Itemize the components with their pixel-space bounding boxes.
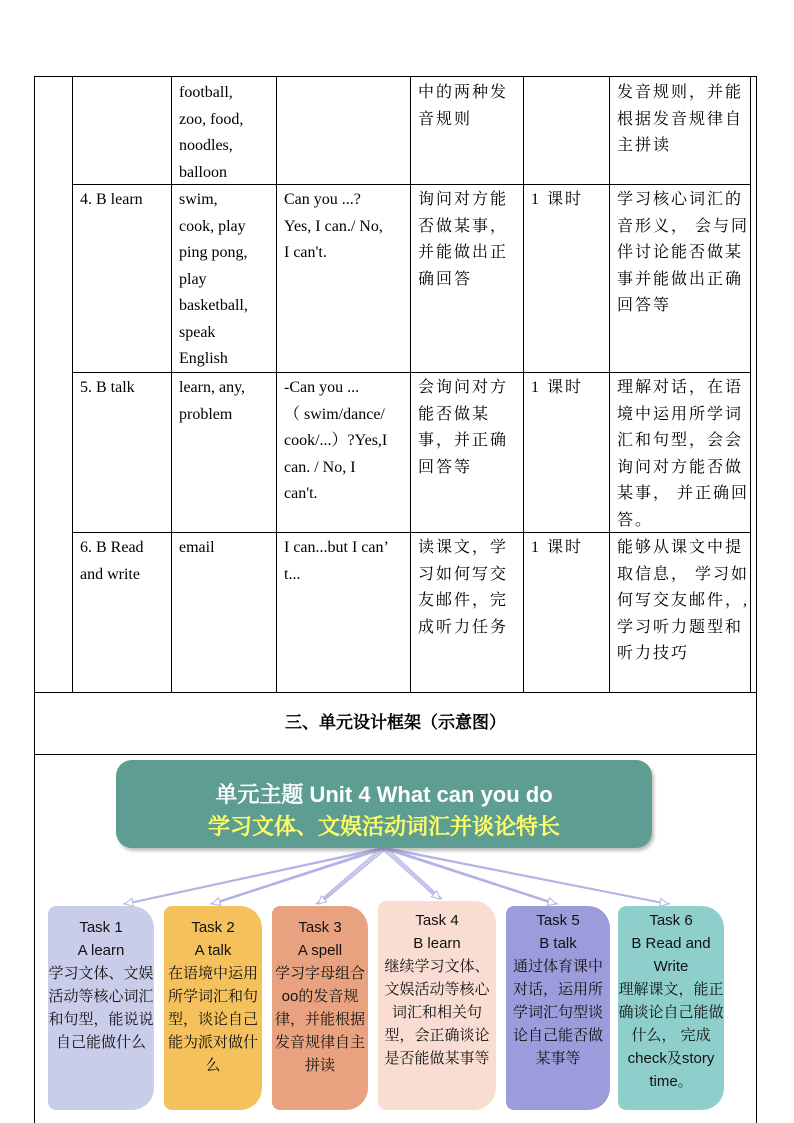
task-name: B talk bbox=[539, 935, 577, 952]
task-description: 学习文体、文娱活动等核心词汇和句型，能说说自己能做什么 bbox=[48, 965, 154, 1051]
task-title: Task 3 bbox=[298, 919, 342, 936]
task-box-4 bbox=[378, 901, 496, 1110]
banner-title: 单元主题 Unit 4 What can you do bbox=[215, 782, 553, 807]
table-cell-lesson: 6. B Read and write bbox=[80, 539, 144, 583]
table-cell-content: 读课文，学习如何写交友邮件，完成听力任务 bbox=[418, 539, 509, 636]
table-cell-sentence: Can you ...? Yes, I can./ No, I can't. bbox=[284, 191, 383, 261]
table-cell-hours: 1 课时 bbox=[531, 379, 584, 396]
section-title: 三、单元设计框架（示意图） bbox=[285, 713, 506, 733]
task-name: A spell bbox=[297, 942, 343, 959]
task-box-6 bbox=[618, 906, 724, 1110]
task-name: A talk bbox=[194, 942, 232, 959]
table-cell-hours: 1 课时 bbox=[531, 191, 584, 208]
table-cell-content: 会询问对方能否做某事，并正确回答等 bbox=[418, 379, 509, 476]
table-cell-goal: 发音规则，并能根据发音规律自主拼读 bbox=[617, 84, 744, 154]
task-description: 学习字母组合oo的发音规律，并能根据发音规律自主拼读 bbox=[274, 965, 365, 1074]
connector-line bbox=[214, 848, 387, 904]
connector-line bbox=[387, 848, 442, 899]
table-cell-goal: 理解对话，在语境中运用所学词汇和句型，会会询问对方能否做某事， 并正确回答。 bbox=[617, 379, 750, 529]
table-cell-vocab: swim, cook, play ping pong, play basketball, speak English bbox=[179, 191, 248, 367]
task-box-5 bbox=[506, 906, 610, 1110]
table-cell-content: 中的两种发音规则 bbox=[418, 84, 509, 128]
table-cell-lesson: 4. B learn bbox=[80, 191, 143, 208]
connector-arrowhead bbox=[212, 898, 221, 906]
connector-line bbox=[318, 848, 384, 904]
task-title: Task 1 bbox=[79, 919, 123, 936]
table-cell-sentence: -Can you ... （ swim/dance/ cook/...）?Yes,I can. / No, I can't. bbox=[284, 379, 388, 502]
table-cell-goal: 学习核心词汇的音形义， 会与同伴讨论能否做某事并能做出正确回答等 bbox=[617, 191, 750, 314]
table-cell-goal: 能够从课文中提取信息， 学习如何写交友邮件，,学习听力题型和听力技巧 bbox=[617, 539, 750, 662]
table-cell-content: 询问对方能否做某事，并能做出正确回答 bbox=[418, 191, 509, 288]
task-name: A learn bbox=[77, 942, 125, 959]
table-cell-lesson: 5. B talk bbox=[80, 379, 135, 396]
task-name: B learn bbox=[413, 935, 461, 952]
task-title: Task 5 bbox=[536, 912, 580, 929]
table-cell-vocab: email bbox=[179, 539, 215, 556]
table-cell-hours: 1 课时 bbox=[531, 539, 584, 556]
connector-line bbox=[210, 848, 381, 904]
table-cell-vocab: learn, any, problem bbox=[179, 379, 246, 423]
task-description: 理解课文，能正确谈论自己能做什么， 完成check及story time。 bbox=[618, 981, 724, 1090]
connector-arrowhead bbox=[547, 898, 556, 906]
task-title: Task 4 bbox=[415, 912, 459, 929]
task-title: Task 6 bbox=[649, 912, 693, 929]
task-description: 在语境中运用所学词汇和句型，谈论自己能为派对做什么 bbox=[167, 965, 258, 1074]
unit-theme-banner bbox=[116, 760, 652, 848]
task-box-3 bbox=[272, 906, 368, 1110]
banner-subtitle: 学习文体、文娱活动词汇并谈论特长 bbox=[207, 814, 560, 839]
task-name: B Read and Write bbox=[631, 935, 711, 975]
task-box-2 bbox=[164, 906, 262, 1110]
table-cell-vocab: football, zoo, food, noodles, balloon bbox=[179, 84, 244, 181]
task-title: Task 2 bbox=[191, 919, 235, 936]
connector-line bbox=[212, 848, 384, 904]
task-description: 继续学习文体、文娱活动等核心词汇和相关句型，会正确谈论是否能做某事等 bbox=[384, 958, 490, 1067]
task-description: 通过体育课中对话，运用所学词汇句型谈论自己能否做某事等 bbox=[512, 958, 603, 1067]
task-box-1 bbox=[48, 906, 154, 1110]
table-cell-sentence: I can...but I can’ t... bbox=[284, 539, 389, 583]
